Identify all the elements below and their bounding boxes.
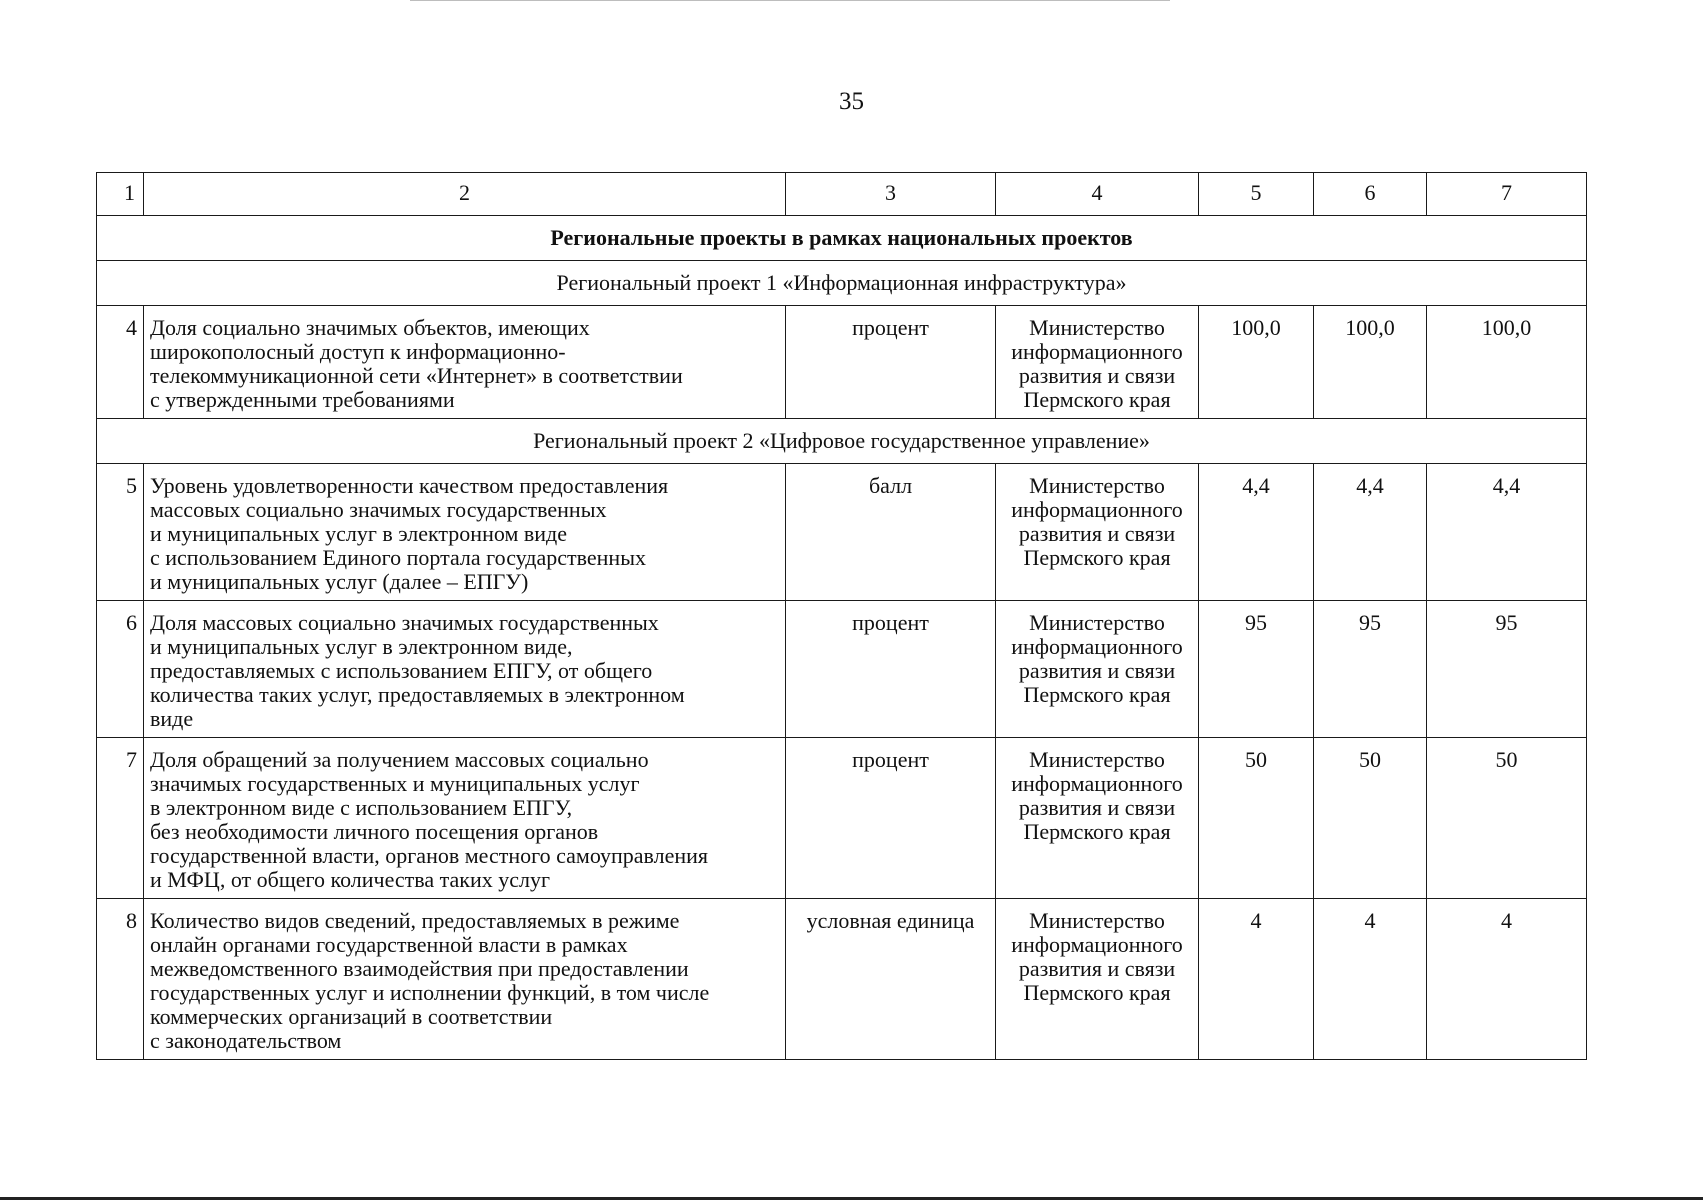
indicator-name-line: виде [150, 706, 194, 731]
responsible-body-line: Пермского края [1023, 682, 1171, 707]
indicator-name-line: количества таких услуг, предоставляемых в электронном [150, 682, 685, 707]
project-title: Региональный проект 1 «Информационная инфраструктура» [97, 261, 1587, 306]
value-col-5: 4,4 [1199, 464, 1314, 601]
value-col-6: 4 [1314, 899, 1427, 1060]
value-col-5: 100,0 [1199, 306, 1314, 419]
responsible-body-line: информационного [1011, 339, 1183, 364]
indicator-name [144, 738, 786, 899]
value-col-7: 100,0 [1427, 306, 1587, 419]
section-title: Региональные проекты в рамках национальных проектов [97, 216, 1587, 261]
indicators-table [96, 172, 1587, 1060]
responsible-body-line: Министерство [1029, 315, 1165, 340]
indicator-name-line: и муниципальных услуг в электронном виде [150, 521, 567, 546]
row-number: 5 [97, 464, 144, 601]
value-col-5: 4 [1199, 899, 1314, 1060]
value-col-6: 100,0 [1314, 306, 1427, 419]
column-header: 5 [1199, 173, 1314, 216]
indicator-name-line: массовых социально значимых государственных [150, 497, 607, 522]
indicator-name [144, 601, 786, 738]
unit-of-measure: процент [786, 306, 996, 419]
row-number: 7 [97, 738, 144, 899]
table-row [97, 738, 1587, 899]
unit-of-measure: балл [786, 464, 996, 601]
table-row [97, 464, 1587, 601]
indicator-name-line: коммерческих организаций в соответствии [150, 1004, 553, 1029]
value-col-7: 4,4 [1427, 464, 1587, 601]
table-body [97, 173, 1587, 1060]
indicator-name-line: значимых государственных и муниципальных услуг [150, 771, 640, 796]
indicator-name-line: с утвержденными требованиями [150, 387, 455, 412]
indicator-name-line: Количество видов сведений, предоставляемых в режиме [150, 908, 680, 933]
indicator-name [144, 899, 786, 1060]
responsible-body-line: информационного [1011, 771, 1183, 796]
column-header: 7 [1427, 173, 1587, 216]
indicator-name-line: государственных услуг и исполнении функций, в том числе [150, 980, 710, 1005]
indicator-name-line: и муниципальных услуг в электронном виде, [150, 634, 573, 659]
indicator-name-line: и муниципальных услуг (далее – ЕПГУ) [150, 569, 529, 594]
responsible-body [996, 738, 1199, 899]
value-col-7: 4 [1427, 899, 1587, 1060]
indicator-name-line: Доля массовых социально значимых государственных [150, 610, 659, 635]
column-header: 2 [144, 173, 786, 216]
indicator-name-line: в электронном виде с использованием ЕПГУ, [150, 795, 573, 820]
indicator-name-line: с законодательством [150, 1028, 342, 1053]
responsible-body [996, 601, 1199, 738]
responsible-body [996, 464, 1199, 601]
responsible-body-line: Пермского края [1023, 387, 1171, 412]
responsible-body-line: информационного [1011, 634, 1183, 659]
responsible-body-line: развития и связи [1018, 658, 1176, 683]
responsible-body-line: развития и связи [1018, 795, 1176, 820]
unit-of-measure: процент [786, 738, 996, 899]
column-header: 1 [97, 173, 144, 216]
row-number: 8 [97, 899, 144, 1060]
value-col-6: 4,4 [1314, 464, 1427, 601]
column-number-row [97, 173, 1587, 216]
responsible-body [996, 899, 1199, 1060]
table-row [97, 306, 1587, 419]
indicator-name-line: онлайн органами государственной власти в рамках [150, 932, 628, 957]
responsible-body-line: информационного [1011, 932, 1183, 957]
column-header: 3 [786, 173, 996, 216]
indicator-name-line: государственной власти, органов местного самоуправления [150, 843, 709, 868]
responsible-body-line: Министерство [1029, 908, 1165, 933]
responsible-body-line: Пермского края [1023, 819, 1171, 844]
project-title: Региональный проект 2 «Цифровое государственное управление» [97, 419, 1587, 464]
unit-of-measure: процент [786, 601, 996, 738]
responsible-body-line: развития и связи [1018, 956, 1176, 981]
project-title-row [97, 419, 1587, 464]
column-header: 6 [1314, 173, 1427, 216]
indicator-name-line: широкополосный доступ к информационно- [150, 339, 566, 364]
row-number: 4 [97, 306, 144, 419]
section-title-row [97, 216, 1587, 261]
responsible-body-line: Министерство [1029, 747, 1165, 772]
project-title-row [97, 261, 1587, 306]
indicator-name-line: Уровень удовлетворенности качеством предоставления [150, 473, 669, 498]
indicator-name-line: межведомственного взаимодействия при предоставлении [150, 956, 689, 981]
indicator-name-line: и МФЦ, от общего количества таких услуг [150, 867, 551, 892]
indicator-name-line: предоставляемых с использованием ЕПГУ, от общего [150, 658, 653, 683]
value-col-5: 95 [1199, 601, 1314, 738]
responsible-body-line: Министерство [1029, 610, 1165, 635]
value-col-7: 50 [1427, 738, 1587, 899]
scan-edge-top [410, 0, 1170, 1]
page-number: 35 [839, 88, 864, 115]
value-col-6: 50 [1314, 738, 1427, 899]
indicator-name-line: телекоммуникационной сети «Интернет» в соответствии [150, 363, 683, 388]
value-col-7: 95 [1427, 601, 1587, 738]
responsible-body-line: развития и связи [1018, 521, 1176, 546]
indicator-name [144, 306, 786, 419]
indicator-name-line: с использованием Единого портала государственных [150, 545, 646, 570]
value-col-5: 50 [1199, 738, 1314, 899]
column-header: 4 [996, 173, 1199, 216]
indicator-name-line: Доля социально значимых объектов, имеющих [150, 315, 590, 340]
value-col-6: 95 [1314, 601, 1427, 738]
row-number: 6 [97, 601, 144, 738]
responsible-body-line: Пермского края [1023, 980, 1171, 1005]
responsible-body-line: информационного [1011, 497, 1183, 522]
responsible-body-line: развития и связи [1018, 363, 1176, 388]
indicator-name [144, 464, 786, 601]
indicator-name-line: Доля обращений за получением массовых социально [150, 747, 649, 772]
table-row [97, 601, 1587, 738]
responsible-body-line: Министерство [1029, 473, 1165, 498]
table-row [97, 899, 1587, 1060]
indicator-name-line: без необходимости личного посещения органов [150, 819, 599, 844]
responsible-body [996, 306, 1199, 419]
responsible-body-line: Пермского края [1023, 545, 1171, 570]
unit-of-measure: условная единица [786, 899, 996, 1060]
